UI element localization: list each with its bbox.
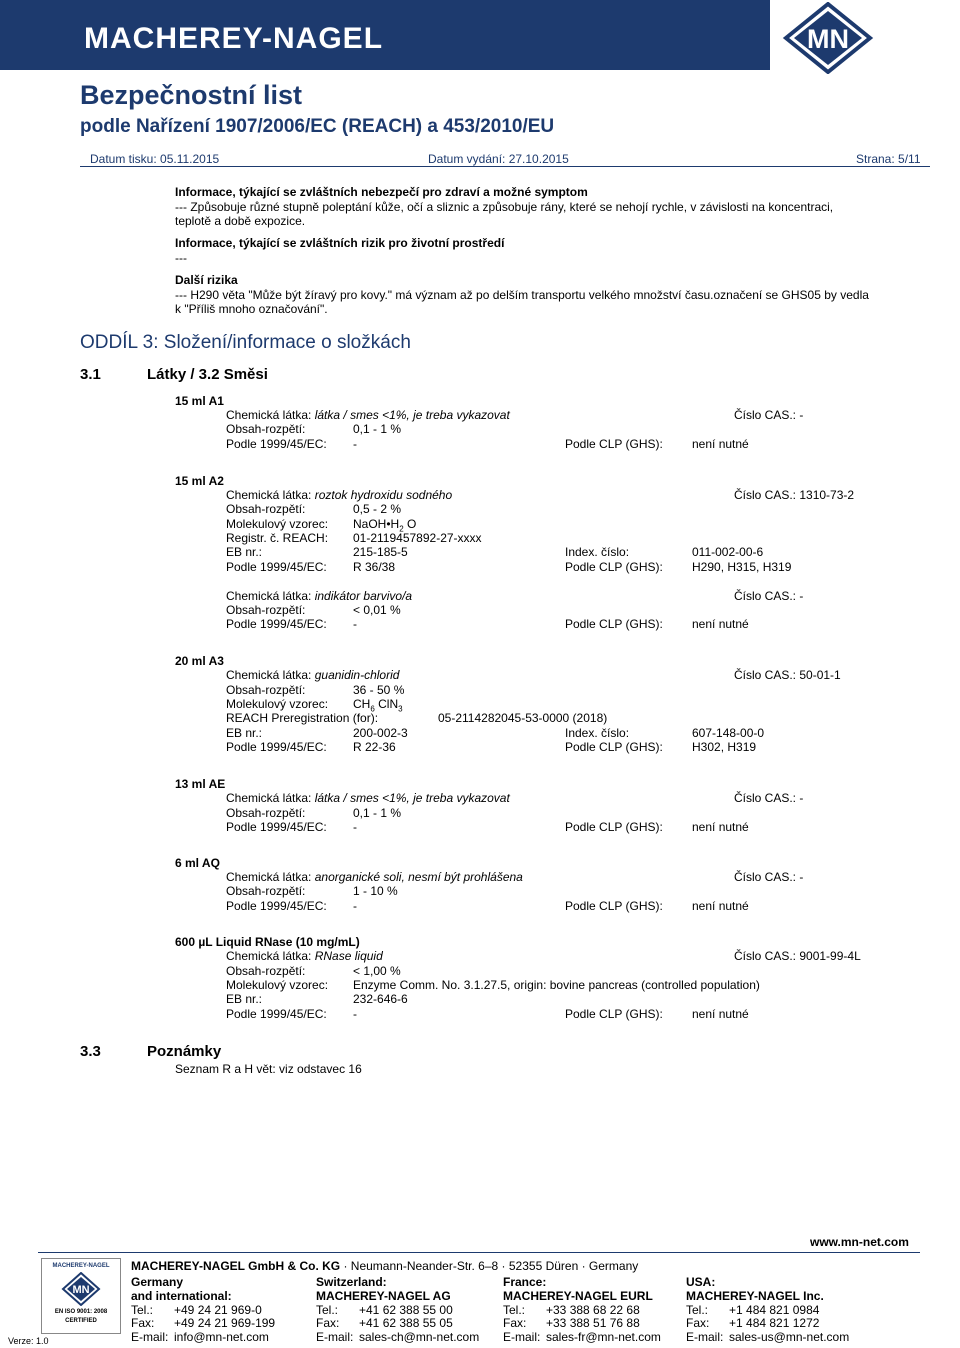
clp-value: není nutné [692, 437, 749, 451]
website-link[interactable]: www.mn-net.com [810, 1235, 909, 1249]
formula-label: Molekulový vzorec: [226, 517, 329, 531]
cert-brand: MACHEREY-NAGEL [52, 1263, 110, 1269]
cas-row: Číslo CAS.: 1310-73-2 [734, 488, 855, 502]
usa-heading-2: MACHEREY-NAGEL Inc. [686, 1289, 824, 1303]
brand-name: MACHEREY-NAGEL [84, 22, 384, 55]
clp-label: Podle CLP (GHS): [565, 617, 663, 631]
conc-label: Obsah-rozpětí: [226, 422, 306, 436]
clp-value: není nutné [692, 899, 749, 913]
component-title: 600 µL Liquid RNase (10 mg/mL) [175, 935, 360, 949]
directive-label: Podle 1999/45/EC: [226, 899, 327, 913]
iso-certificate-badge [41, 1258, 121, 1334]
cas-row: Číslo CAS.: - [734, 791, 804, 805]
health-line-2: teplotě a době expozice. [175, 214, 306, 228]
france-tel-label: Tel.: [503, 1303, 526, 1317]
ec-value: 200-002-3 [353, 726, 408, 740]
reach-prereg-label: REACH Preregistration (for): [226, 711, 379, 725]
clp-value: není nutné [692, 1007, 749, 1021]
directive-value: R 36/38 [353, 560, 396, 574]
notes-text: Seznam R a H vět: viz odstavec 16 [175, 1062, 362, 1076]
directive-label: Podle 1999/45/EC: [226, 617, 327, 631]
france-heading-2: MACHEREY-NAGEL EURL [503, 1289, 653, 1303]
reach-prereg-value: 05-2114282045-53-0000 (2018) [438, 711, 608, 725]
conc-value: 0,5 - 2 % [353, 502, 402, 516]
page-subtitle: podle Nařízení 1907/2006/EC (REACH) a 453/2010/EU [80, 116, 555, 137]
component-title: 13 ml AE [175, 777, 226, 791]
conc-value: 0,1 - 1 % [353, 422, 402, 436]
usa-tel: +1 484 821 0984 [729, 1303, 820, 1317]
usa-email[interactable]: sales-us@mn-net.com [729, 1330, 850, 1344]
directive-value: - [353, 820, 357, 834]
reach-value: 01-2119457892-27-xxxx [353, 531, 482, 545]
directive-label: Podle 1999/45/EC: [226, 820, 327, 834]
conc-value: < 0,01 % [353, 603, 401, 617]
ec-value: 215-185-5 [353, 545, 408, 559]
clp-label: Podle CLP (GHS): [565, 437, 663, 451]
ec-value: 232-646-6 [353, 992, 408, 1006]
france-fax-label: Fax: [503, 1316, 527, 1330]
conc-value: 1 - 10 % [353, 884, 398, 898]
cert-text-2: CERTIFIED [65, 1318, 97, 1324]
france-heading-1: France: [503, 1275, 547, 1289]
germany-heading-1: Germany [131, 1275, 184, 1289]
logo-text: MN [807, 24, 849, 54]
france-email-label: E-mail: [503, 1330, 541, 1344]
swiss-tel-label: Tel.: [316, 1303, 339, 1317]
germany-email-label: E-mail: [131, 1330, 169, 1344]
swiss-email[interactable]: sales-ch@mn-net.com [359, 1330, 480, 1344]
chem-row: Chemická látka: indikátor barvivo/a [226, 589, 413, 603]
france-fax: +33 388 51 76 88 [546, 1316, 640, 1330]
usa-heading-1: USA: [686, 1275, 716, 1289]
company-line: MACHEREY-NAGEL GmbH & Co. KG · Neumann-Neander-Str. 6–8 · 52355 Düren · Germany [131, 1259, 639, 1273]
health-line-1: --- Způsobuje různé stupně poleptání kůže, očí a sliznic a způsobuje rány, které se nehojí rychle, v závislosti na koncentraci, [175, 200, 834, 214]
cas-row: Číslo CAS.: - [734, 870, 804, 884]
formula-label: Molekulový vzorec: [226, 978, 329, 992]
chem-row: Chemická látka: roztok hydroxidu sodného [226, 488, 453, 502]
component-title: 20 ml A3 [175, 654, 224, 668]
directive-value: - [353, 1007, 357, 1021]
cas-row: Číslo CAS.: 9001-99-4L [734, 949, 861, 963]
other-line-2: k "Příliš mnoho označování". [175, 302, 328, 316]
ec-label: EB nr.: [226, 726, 263, 740]
clp-label: Podle CLP (GHS): [565, 740, 663, 754]
directive-value: - [353, 437, 357, 451]
page-title: Bezpečnostní list [80, 80, 303, 110]
health-heading: Informace, týkající se zvláštních nebezpečí pro zdraví a možné symptom [175, 185, 588, 199]
env-heading: Informace, týkající se zvláštních rizik pro životní prostředí [175, 236, 505, 250]
clp-value: není nutné [692, 617, 749, 631]
subsection-title-3-1: Látky / 3.2 Směsi [147, 366, 268, 383]
directive-value: R 22-36 [353, 740, 396, 754]
conc-label: Obsah-rozpětí: [226, 603, 306, 617]
clp-value: H290, H315, H319 [692, 560, 792, 574]
conc-value: < 1,00 % [353, 964, 401, 978]
ec-label: EB nr.: [226, 992, 263, 1006]
header-rule [80, 166, 930, 167]
directive-label: Podle 1999/45/EC: [226, 560, 327, 574]
germany-heading-2: and international: [131, 1289, 232, 1303]
page-number: Strana: 5/11 [856, 152, 921, 166]
index-label: Index. číslo: [565, 545, 630, 559]
germany-fax-label: Fax: [131, 1316, 155, 1330]
conc-label: Obsah-rozpětí: [226, 683, 306, 697]
other-line-1: --- H290 věta "Může být žíravý pro kovy." má význam až po delším transportu velkého množství času.označení se GHS05 by vedla [175, 288, 869, 302]
chem-row: Chemická látka: látka / smes <1%, je treba vykazovat [226, 408, 510, 422]
chem-row: Chemická látka: anorganické soli, nesmí být prohlášena [226, 870, 523, 884]
cas-row: Číslo CAS.: - [734, 589, 804, 603]
conc-label: Obsah-rozpětí: [226, 964, 306, 978]
germany-tel: +49 24 21 969-0 [174, 1303, 262, 1317]
other-heading: Další rizika [175, 273, 238, 287]
formula-label: Molekulový vzorec: [226, 697, 329, 711]
cert-text-1: EN ISO 9001: 2008 [54, 1309, 108, 1315]
germany-email[interactable]: info@mn-net.com [174, 1330, 269, 1344]
component-title: 15 ml A2 [175, 474, 224, 488]
subsection-num-3-3: 3.3 [80, 1043, 101, 1060]
usa-email-label: E-mail: [686, 1330, 724, 1344]
formula-value: Enzyme Comm. No. 3.1.27.5, origin: bovine pancreas (controlled population) [353, 978, 760, 992]
conc-value: 36 - 50 % [353, 683, 405, 697]
usa-fax-label: Fax: [686, 1316, 710, 1330]
clp-value: H302, H319 [692, 740, 757, 754]
ec-label: EB nr.: [226, 545, 263, 559]
index-value: 011-002-00-6 [692, 545, 764, 559]
directive-label: Podle 1999/45/EC: [226, 437, 327, 451]
clp-label: Podle CLP (GHS): [565, 1007, 663, 1021]
cas-row: Číslo CAS.: - [734, 408, 804, 422]
directive-label: Podle 1999/45/EC: [226, 1007, 327, 1021]
chem-row: Chemická látka: guanidin-chlorid [226, 668, 400, 682]
clp-label: Podle CLP (GHS): [565, 560, 663, 574]
usa-tel-label: Tel.: [686, 1303, 709, 1317]
formula-value: $CH_6$ ClN$_3$ [353, 697, 403, 714]
reach-label: Registr. č. REACH: [226, 531, 329, 545]
footer-rule [38, 1252, 920, 1253]
subsection-title-3-3: Poznámky [147, 1043, 222, 1060]
conc-value: 0,1 - 1 % [353, 806, 402, 820]
clp-value: není nutné [692, 820, 749, 834]
version-label: Verze: 1.0 [8, 1336, 49, 1346]
component-title: 15 ml A1 [175, 394, 224, 408]
swiss-heading-2: MACHEREY-NAGEL AG [316, 1289, 451, 1303]
formula-value: $NaOH•H_2$ O [353, 517, 417, 534]
clp-label: Podle CLP (GHS): [565, 820, 663, 834]
clp-label: Podle CLP (GHS): [565, 899, 663, 913]
issue-date: Datum vydání: 27.10.2015 [428, 152, 569, 166]
index-label: Index. číslo: [565, 726, 630, 740]
swiss-tel: +41 62 388 55 00 [359, 1303, 453, 1317]
svg-text:MN: MN [72, 1284, 90, 1296]
subsection-num-3-1: 3.1 [80, 366, 101, 383]
swiss-email-label: E-mail: [316, 1330, 354, 1344]
directive-value: - [353, 899, 357, 913]
swiss-heading-1: Switzerland: [316, 1275, 387, 1289]
germany-fax: +49 24 21 969-199 [174, 1316, 276, 1330]
germany-tel-label: Tel.: [131, 1303, 154, 1317]
france-tel: +33 388 68 22 68 [546, 1303, 640, 1317]
env-text: --- [175, 251, 187, 265]
conc-label: Obsah-rozpětí: [226, 806, 306, 820]
print-date: Datum tisku: 05.11.2015 [90, 152, 220, 166]
directive-label: Podle 1999/45/EC: [226, 740, 327, 754]
chem-row: Chemická látka: látka / smes <1%, je treba vykazovat [226, 791, 510, 805]
france-email[interactable]: sales-fr@mn-net.com [546, 1330, 661, 1344]
usa-fax: +1 484 821 1272 [729, 1316, 820, 1330]
chem-row: Chemická látka: RNase liquid [226, 949, 383, 963]
section-title: ODDÍL 3: Složení/informace o složkách [80, 332, 411, 353]
cas-row: Číslo CAS.: 50-01-1 [734, 668, 841, 682]
component-title: 6 ml AQ [175, 856, 220, 870]
directive-value: - [353, 617, 357, 631]
swiss-fax-label: Fax: [316, 1316, 340, 1330]
mn-logo [778, 2, 878, 74]
conc-label: Obsah-rozpětí: [226, 884, 306, 898]
swiss-fax: +41 62 388 55 05 [359, 1316, 453, 1330]
index-value: 607-148-00-0 [692, 726, 765, 740]
cert-logo-icon [61, 1272, 101, 1306]
conc-label: Obsah-rozpětí: [226, 502, 306, 516]
